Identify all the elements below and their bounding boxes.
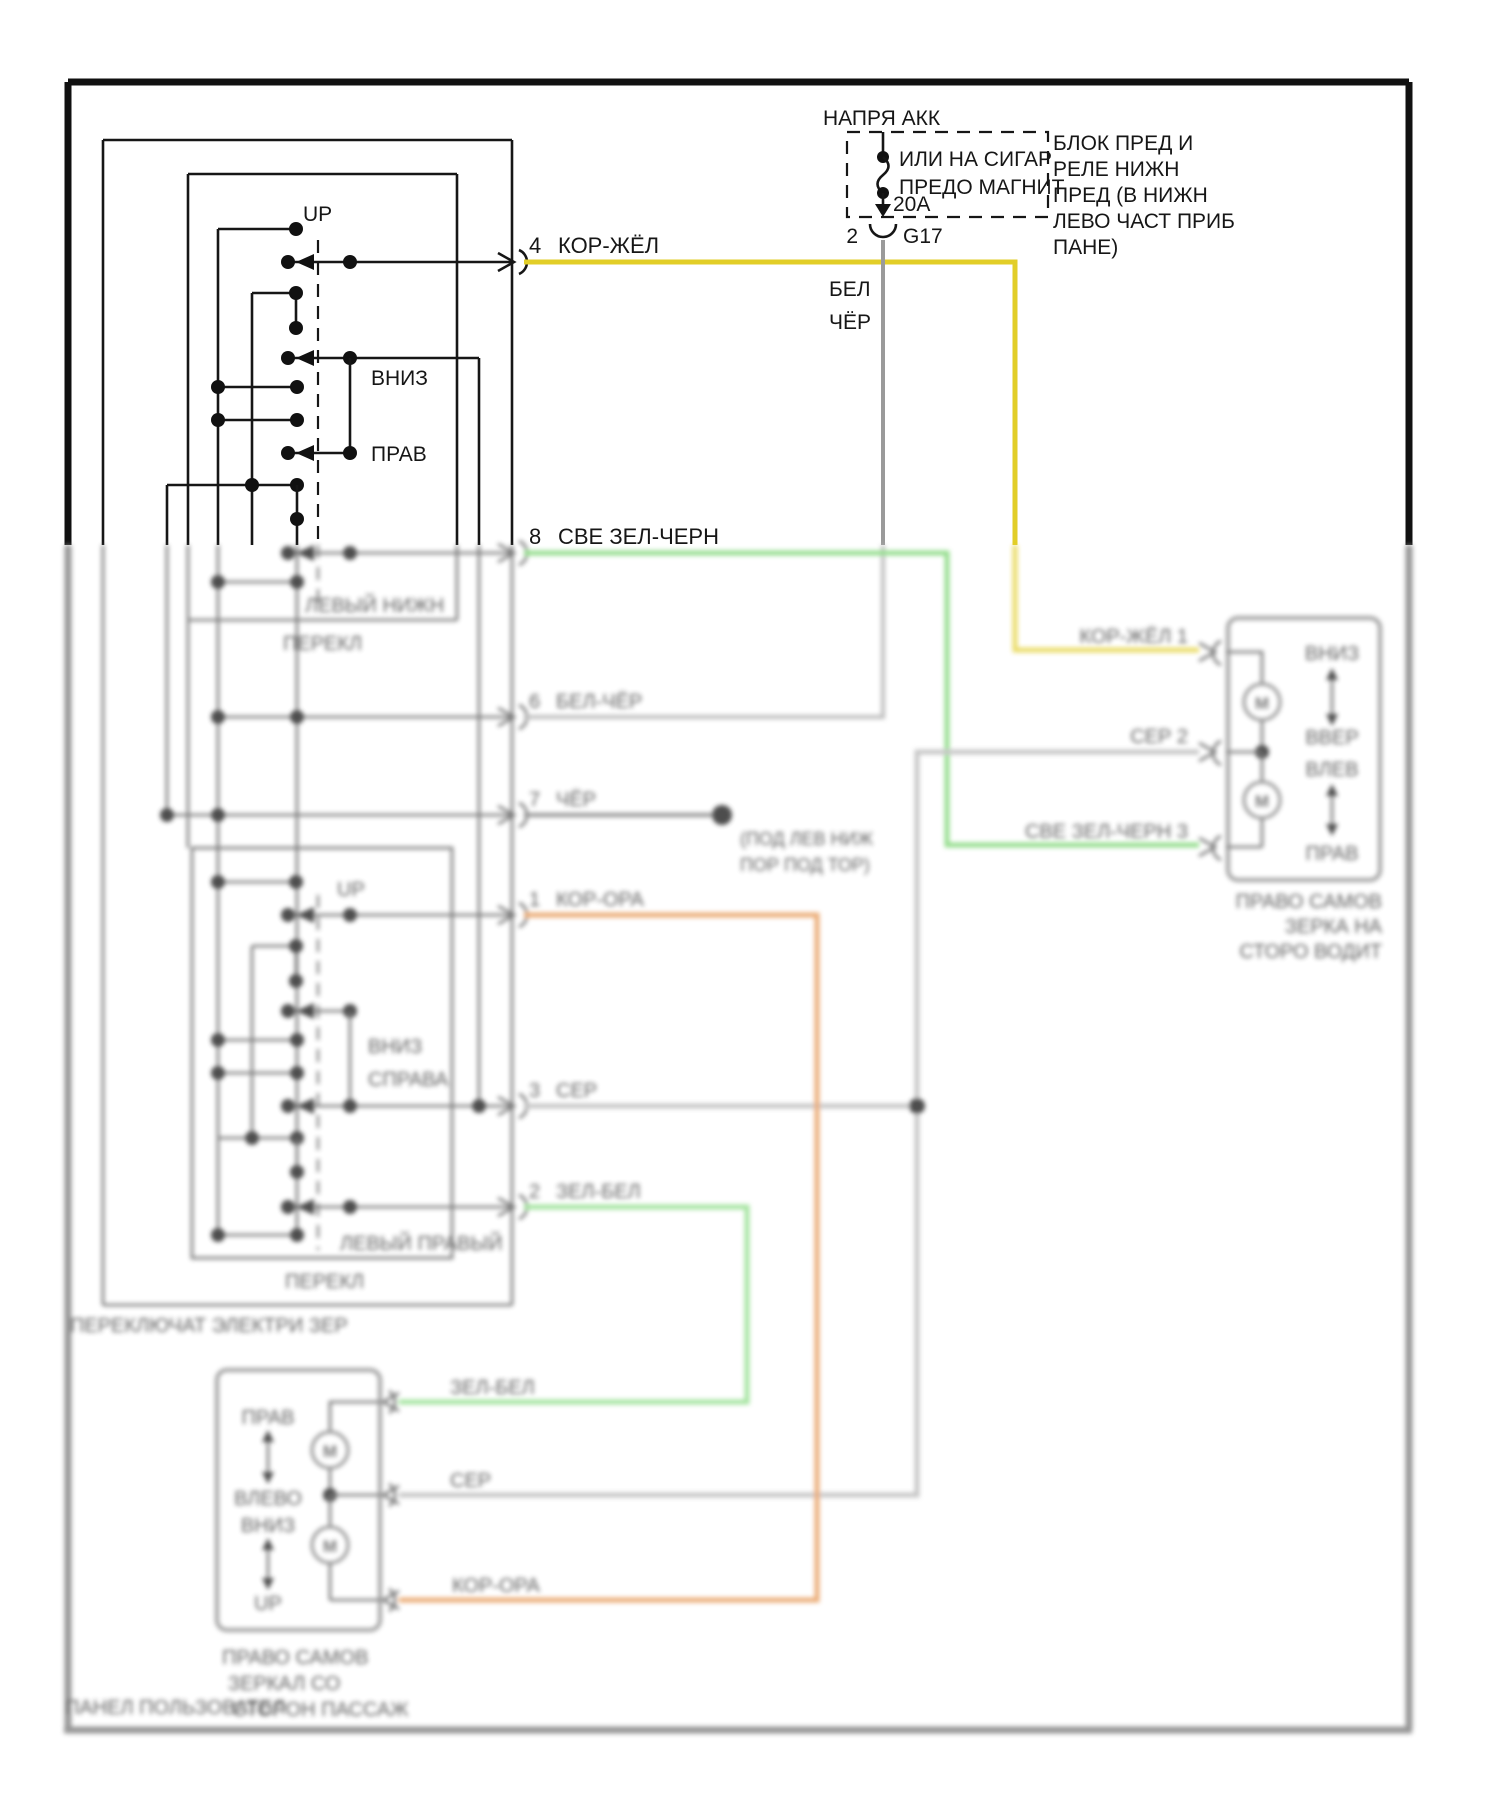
pin-2-connector — [498, 1181, 641, 1219]
pin-8-number: 8 — [529, 524, 542, 549]
g17-id: G17 — [903, 225, 943, 248]
svg-text:M: M — [322, 1442, 338, 1461]
arrow-left-icon — [296, 254, 314, 270]
svg-text:M: M — [1254, 792, 1270, 811]
svg-text:ЛЕВО ЧАСТ ПРИБ: ЛЕВО ЧАСТ ПРИБ — [1053, 210, 1235, 233]
arrow-left-icon — [296, 350, 314, 366]
fuse-box — [823, 107, 1065, 248]
svg-text:ВЛЕВО: ВЛЕВО — [234, 1488, 302, 1510]
switch-top-contacts — [167, 203, 512, 545]
switch-bottom-box — [192, 848, 512, 1258]
svg-text:КОР-ОРА: КОР-ОРА — [556, 889, 644, 911]
svg-text:ВНИЗ: ВНИЗ — [240, 1515, 296, 1537]
switch-assembly-box — [103, 140, 512, 545]
pin-1-connector — [498, 889, 645, 927]
switch-top-name-1: ЛЕВЫЙ НИЖН — [305, 595, 445, 617]
page-border — [68, 82, 1409, 545]
cher-label: ЧЁР — [829, 311, 872, 334]
pin-4-number: 4 — [529, 233, 542, 258]
svg-text:UP: UP — [337, 879, 365, 901]
svg-text:M: M — [322, 1537, 338, 1556]
wire-bel-cher — [829, 240, 883, 545]
svg-text:СТОРОН ПАССАЖ: СТОРОН ПАССАЖ — [232, 1699, 409, 1721]
svg-text:6: 6 — [529, 691, 541, 713]
svg-text:ПРАВО САМОВ: ПРАВО САМОВ — [1235, 891, 1382, 913]
wire-ser — [524, 752, 1199, 1106]
fuse-note-1: ИЛИ НА СИГАР — [899, 148, 1053, 171]
ground-note-1: (ПОД ЛЕВ НИЖ — [740, 829, 874, 849]
svg-text:UP: UP — [254, 1593, 282, 1615]
svg-text:M: M — [1254, 694, 1270, 713]
svg-text:ПРЕД (В НИЖН: ПРЕД (В НИЖН — [1053, 184, 1208, 207]
pin-8-label — [529, 524, 719, 549]
svg-text:ПРАВ: ПРАВ — [1305, 843, 1359, 865]
fuse-note-2: ПРЕДО МАГНИТ — [899, 176, 1065, 199]
wire-kor-zhel — [524, 262, 1015, 545]
driver-pin-yellow-label: КОР-ЖЁЛ 1 — [1079, 626, 1188, 648]
svg-text:ВЛЕВ: ВЛЕВ — [1305, 759, 1359, 781]
label-prav: ПРАВ — [371, 443, 427, 466]
svg-text:РЕЛЕ НИЖН: РЕЛЕ НИЖН — [1053, 158, 1180, 181]
g17-pin: 2 — [846, 225, 858, 248]
svg-text:ПАНЕ): ПАНЕ) — [1053, 236, 1119, 259]
ground-icon — [712, 805, 732, 825]
label-vniz: ВНИЗ — [371, 367, 428, 390]
wire-ser-branch — [399, 1106, 917, 1495]
svg-text:БЛОК ПРЕД И: БЛОК ПРЕД И — [1053, 132, 1194, 155]
svg-text:2: 2 — [529, 1181, 541, 1203]
fuse-rating: 20А — [893, 193, 931, 216]
pin-4-name: КОР-ЖЁЛ — [558, 233, 660, 258]
pass-pin-gray-label: СЕР — [450, 1470, 492, 1492]
svg-text:1: 1 — [529, 889, 541, 911]
pass-pin-green-label: ЗЕЛ-БЕЛ — [450, 1377, 535, 1399]
sharp-layer — [68, 82, 1409, 549]
switch-bottom-name-1: ЛЕВЫЙ ПРАВЫЙ — [340, 1233, 503, 1255]
svg-text:СПРАВА: СПРАВА — [368, 1069, 449, 1091]
svg-text:ЗЕЛ-БЕЛ: ЗЕЛ-БЕЛ — [556, 1181, 641, 1203]
fuse-block-note — [1053, 132, 1235, 259]
svg-text:ЗЕРКАЛ СО: ЗЕРКАЛ СО — [228, 1673, 341, 1695]
driver-mirror-box — [1025, 618, 1383, 963]
svg-text:7: 7 — [529, 789, 541, 811]
blurred-layer — [64, 541, 1412, 1730]
arrow-down-icon — [875, 204, 891, 217]
svg-text:ВНИЗ: ВНИЗ — [368, 1036, 423, 1058]
svg-text:СЕР: СЕР — [556, 1080, 598, 1102]
pin-8-name: СВЕ ЗЕЛ-ЧЕРН — [558, 524, 719, 549]
bel-label: БЕЛ — [829, 278, 871, 301]
switch-bottom-name-2: ПЕРЕКЛ — [285, 1271, 365, 1293]
battery-voltage-label: НАПРЯ АКК — [823, 107, 941, 130]
label-up: UP — [303, 203, 333, 226]
footer-note: ПАНЕЛ ПОЛЬЗОВАТЕЛ — [65, 1697, 286, 1719]
svg-text:ЗЕРКА НА: ЗЕРКА НА — [1284, 916, 1382, 938]
svg-text:ВНИЗ: ВНИЗ — [1304, 643, 1360, 665]
svg-text:СТОРО ВОДИТ: СТОРО ВОДИТ — [1239, 941, 1382, 963]
pin-6-connector — [498, 691, 642, 729]
svg-text:ЧЁР: ЧЁР — [556, 789, 597, 811]
ground-note-2: ПОР ПОД ТОР) — [740, 855, 870, 875]
svg-text:ПРАВ: ПРАВ — [241, 1407, 295, 1429]
svg-text:3: 3 — [529, 1080, 541, 1102]
svg-text:ПРАВО САМОВ: ПРАВО САМОВ — [222, 1647, 369, 1669]
svg-text:БЕЛ-ЧЁР: БЕЛ-ЧЁР — [556, 691, 643, 713]
switch-top-name-2: ПЕРЕКЛ — [283, 633, 363, 655]
assembly-label: ПЕРЕКЛЮЧАТ ЭЛЕКТРИ ЗЕР — [70, 1315, 348, 1337]
svg-text:ВВЕР: ВВЕР — [1305, 727, 1359, 749]
arrow-left-icon — [296, 445, 314, 461]
passenger-mirror-box — [217, 1370, 541, 1721]
driver-pin-green-label: СВЕ ЗЕЛ-ЧЕРН 3 — [1024, 821, 1188, 843]
connector-socket-icon — [870, 224, 896, 237]
pass-pin-orange-label: КОР-ОРА — [452, 1575, 540, 1597]
driver-pin-gray-label: СЕР 2 — [1130, 726, 1188, 748]
pin-4-connector — [498, 233, 659, 274]
